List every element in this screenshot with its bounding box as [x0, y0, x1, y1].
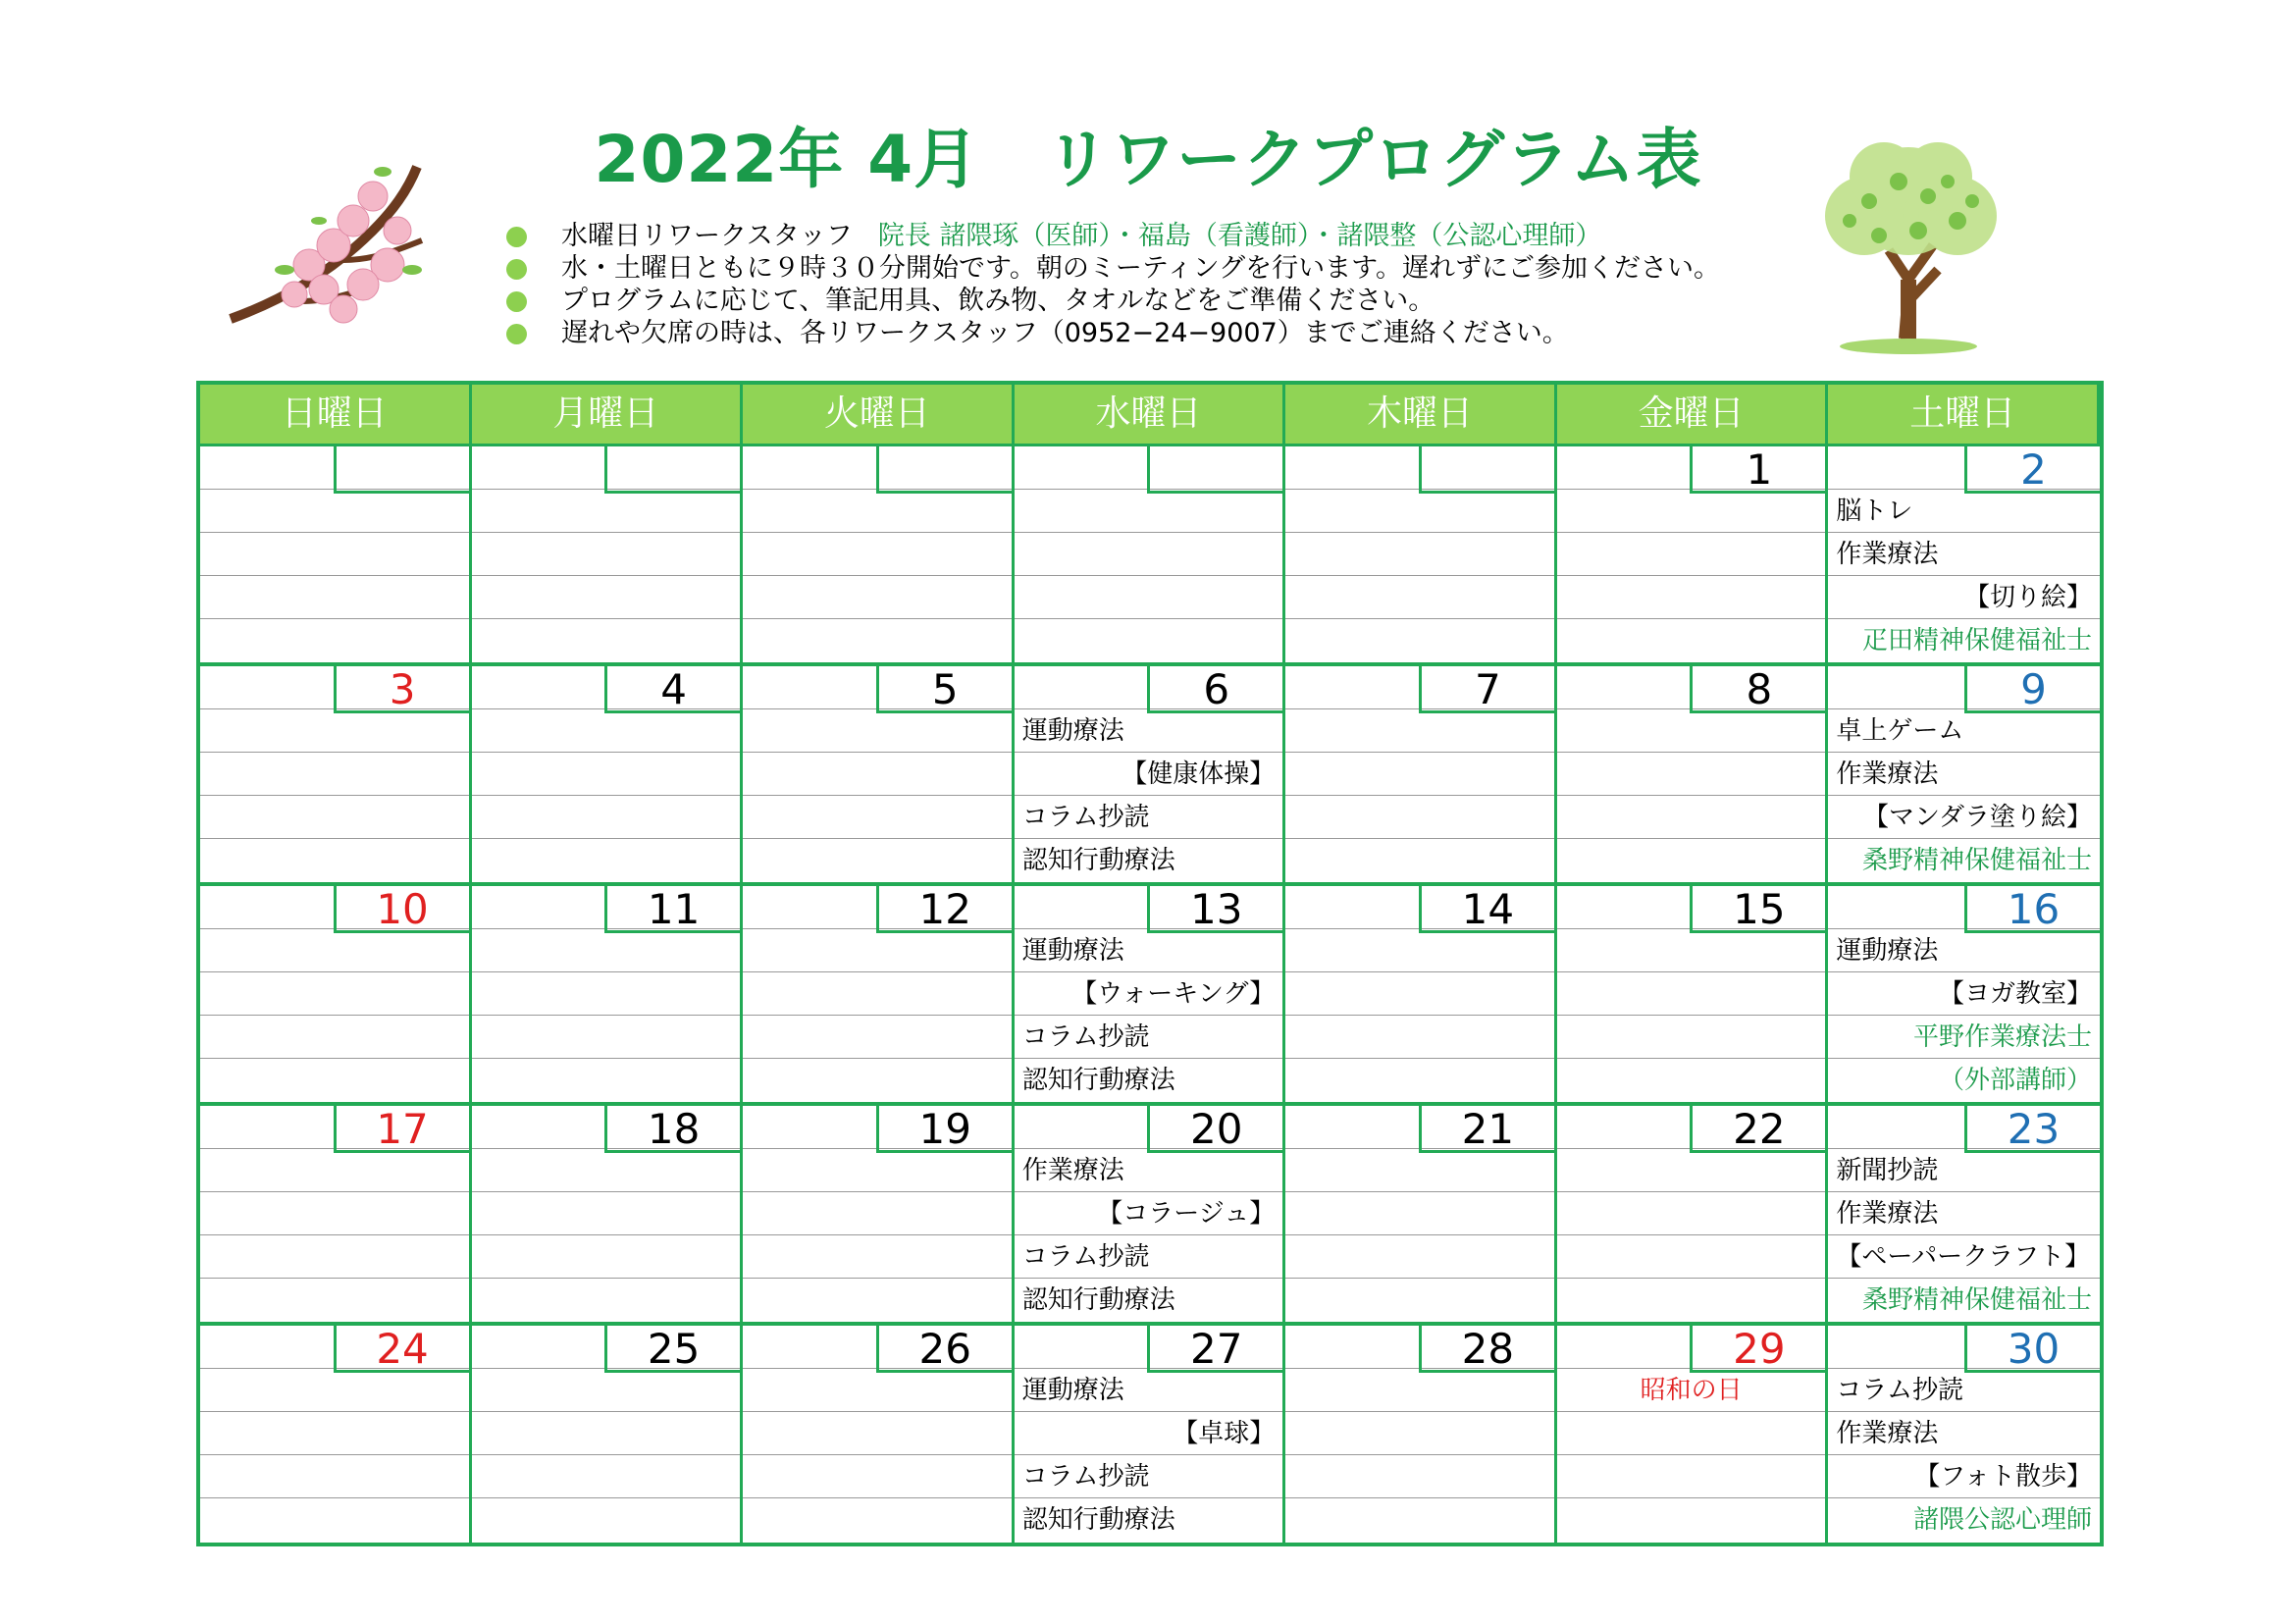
schedule-line — [1015, 619, 1283, 662]
schedule-line — [1285, 972, 1554, 1016]
schedule-line — [1285, 796, 1554, 839]
date-number: 5 — [876, 666, 1012, 713]
schedule-line — [743, 1149, 1012, 1192]
schedule-line: 【ウォーキング】 — [1015, 972, 1283, 1016]
schedule-line: 諸隈公認心理師 — [1912, 1505, 2092, 1535]
schedule-line: 新聞抄読 — [1828, 1149, 2100, 1192]
calendar-day[interactable] — [743, 1326, 1015, 1545]
calendar-day[interactable] — [1828, 1106, 2100, 1326]
schedule-line — [200, 972, 469, 1016]
calendar-day[interactable] — [1828, 446, 2100, 666]
schedule-line — [200, 753, 469, 796]
date-number: 13 — [1147, 886, 1282, 933]
schedule-line — [1557, 576, 1826, 619]
schedule-line — [472, 1149, 741, 1192]
note-item — [506, 319, 1811, 348]
schedule-line — [743, 796, 1012, 839]
schedule-line — [743, 972, 1012, 1016]
schedule-line — [1557, 1059, 1826, 1102]
schedule-line — [1285, 753, 1554, 796]
schedule-line — [743, 709, 1012, 753]
schedule-line — [1557, 1412, 1826, 1455]
date-number: 23 — [1964, 1106, 2100, 1153]
schedule-line: 卓上ゲーム — [1828, 709, 2100, 753]
schedule-line: 平野作業療法士 — [1828, 1016, 2100, 1059]
weekday-header: 木曜日 — [1285, 385, 1557, 444]
calendar-day[interactable] — [1557, 1326, 1829, 1545]
schedule-line: 【切り絵】 — [1828, 576, 2100, 619]
schedule-line — [1557, 1498, 1826, 1542]
schedule-line — [743, 1412, 1012, 1455]
schedule-line: コラム抄読 — [1015, 1455, 1283, 1498]
schedule-line: 脳トレ — [1828, 490, 2100, 533]
schedule-line — [1285, 533, 1554, 576]
calendar-day[interactable] — [472, 1326, 744, 1545]
notes-list — [506, 222, 1811, 351]
weekday-header: 火曜日 — [743, 385, 1015, 444]
schedule-line: コラム抄読 — [1828, 1369, 2100, 1412]
schedule-line — [472, 709, 741, 753]
schedule-line — [200, 709, 469, 753]
schedule-line — [1285, 929, 1554, 972]
weekday-header: 日曜日 — [200, 385, 472, 444]
schedule-line — [472, 1192, 741, 1235]
schedule-line — [472, 1498, 741, 1542]
schedule-line: コラム抄読 — [1015, 1016, 1283, 1059]
weekday-header: 金曜日 — [1557, 385, 1829, 444]
schedule-line — [1557, 929, 1826, 972]
schedule-line: 作業療法 — [1828, 1192, 2100, 1235]
weekday-header: 月曜日 — [472, 385, 744, 444]
date-number — [1419, 446, 1554, 494]
date-number: 7 — [1419, 666, 1554, 713]
date-number: 12 — [876, 886, 1012, 933]
date-number: 25 — [604, 1326, 740, 1373]
schedule-line: 【フォト散歩】 — [1828, 1455, 2100, 1498]
schedule-line — [200, 533, 469, 576]
calendar-day[interactable] — [1015, 1106, 1286, 1326]
schedule-line: 作業療法 — [1828, 533, 2100, 576]
schedule-line — [743, 1279, 1012, 1322]
schedule-line — [1285, 1412, 1554, 1455]
date-number — [1147, 446, 1282, 494]
calendar-day[interactable] — [1557, 886, 1829, 1106]
schedule-line — [1285, 619, 1554, 662]
schedule-line — [1557, 533, 1826, 576]
calendar-day[interactable] — [472, 666, 744, 886]
schedule-line — [1285, 576, 1554, 619]
schedule-line: 認知行動療法 — [1021, 1066, 1175, 1095]
calendar-day[interactable] — [743, 886, 1015, 1106]
calendar-day[interactable] — [200, 1326, 472, 1545]
calendar-day[interactable] — [472, 886, 744, 1106]
schedule-line — [472, 972, 741, 1016]
date-number — [334, 446, 469, 494]
schedule-line — [472, 1412, 741, 1455]
date-number: 22 — [1690, 1106, 1825, 1153]
schedule-line: 作業療法 — [1828, 1412, 2100, 1455]
schedule-line: 認知行動療法 — [1021, 846, 1175, 875]
date-number: 19 — [876, 1106, 1012, 1153]
weekday-header: 土曜日 — [1828, 385, 2100, 444]
schedule-line: コラム抄読 — [1015, 1235, 1283, 1279]
schedule-line — [743, 490, 1012, 533]
calendar-day[interactable] — [1557, 446, 1829, 666]
schedule-line: （外部講師） — [1938, 1066, 2092, 1095]
note-text: プログラムに応じて、筆記用具、飲み物、タオルなどをご準備ください。 — [561, 286, 1435, 316]
note-item — [506, 222, 1811, 251]
calendar-day[interactable] — [1828, 1326, 2100, 1545]
schedule-line: 運動療法 — [1015, 709, 1283, 753]
calendar-day[interactable] — [1285, 1326, 1557, 1545]
schedule-line: 【健康体操】 — [1015, 753, 1283, 796]
schedule-line — [1557, 1016, 1826, 1059]
note-text: 水・土曜日ともに９時３０分開始です。朝のミーティングを行います。遅れずにご参加ください。 — [561, 253, 1720, 284]
date-number: 10 — [334, 886, 469, 933]
schedule-line — [472, 1235, 741, 1279]
schedule-line — [1285, 490, 1554, 533]
schedule-line — [743, 1016, 1012, 1059]
schedule-line — [1015, 533, 1283, 576]
calendar-day[interactable] — [1285, 666, 1557, 886]
calendar-day[interactable] — [1285, 446, 1557, 666]
schedule-line — [472, 1279, 741, 1322]
schedule-line — [200, 1149, 469, 1192]
schedule-line: 桑野精神保健福祉士 — [1861, 846, 2092, 875]
date-number: 8 — [1690, 666, 1825, 713]
schedule-line — [1557, 490, 1826, 533]
date-number: 14 — [1419, 886, 1554, 933]
schedule-line — [743, 576, 1012, 619]
date-number: 2 — [1964, 446, 2100, 494]
schedule-line — [1557, 1149, 1826, 1192]
date-number: 4 — [604, 666, 740, 713]
schedule-line: 昭和の日 — [1557, 1369, 1826, 1412]
schedule-line — [472, 839, 741, 882]
schedule-line — [200, 1059, 469, 1102]
schedule-line — [1285, 1192, 1554, 1235]
date-number: 28 — [1419, 1326, 1554, 1373]
schedule-line — [743, 1192, 1012, 1235]
bullet-icon — [506, 227, 527, 247]
schedule-line — [1285, 1455, 1554, 1498]
schedule-line — [743, 753, 1012, 796]
calendar-day[interactable] — [743, 1106, 1015, 1326]
schedule-line — [200, 1412, 469, 1455]
schedule-line — [1557, 839, 1826, 882]
schedule-line: 【ペーパークラフト】 — [1828, 1235, 2100, 1279]
schedule-line: 認知行動療法 — [1021, 1505, 1175, 1535]
weekday-header: 水曜日 — [1015, 385, 1286, 444]
calendar-day[interactable] — [200, 446, 472, 666]
date-number: 15 — [1690, 886, 1825, 933]
schedule-line — [200, 796, 469, 839]
schedule-line — [1285, 1498, 1554, 1542]
calendar-day[interactable] — [1828, 886, 2100, 1106]
schedule-line: 運動療法 — [1015, 929, 1283, 972]
schedule-line — [200, 490, 469, 533]
calendar-day[interactable] — [1557, 666, 1829, 886]
bullet-icon — [506, 324, 527, 344]
schedule-line: 【ヨガ教室】 — [1828, 972, 2100, 1016]
date-number: 11 — [604, 886, 740, 933]
schedule-line — [472, 1455, 741, 1498]
schedule-line — [743, 929, 1012, 972]
date-number: 6 — [1147, 666, 1282, 713]
calendar-day[interactable] — [1557, 1106, 1829, 1326]
schedule-line — [472, 753, 741, 796]
calendar-day[interactable] — [1285, 886, 1557, 1106]
date-number — [604, 446, 740, 494]
schedule-line — [200, 1016, 469, 1059]
date-number: 26 — [876, 1326, 1012, 1373]
date-number: 29 — [1690, 1326, 1825, 1373]
schedule-line — [743, 1235, 1012, 1279]
tree-icon — [1810, 142, 2011, 358]
schedule-line: 【卓球】 — [1015, 1412, 1283, 1455]
calendar-day[interactable] — [743, 446, 1015, 666]
schedule-line — [472, 533, 741, 576]
date-number: 24 — [334, 1326, 469, 1373]
calendar-day[interactable] — [1015, 446, 1286, 666]
schedule-line — [743, 1369, 1012, 1412]
schedule-line — [200, 1235, 469, 1279]
date-number: 30 — [1964, 1326, 2100, 1373]
schedule-line — [1557, 972, 1826, 1016]
calendar-day[interactable] — [743, 666, 1015, 886]
schedule-line — [200, 1369, 469, 1412]
schedule-line — [743, 533, 1012, 576]
schedule-line — [200, 1279, 469, 1322]
schedule-line — [200, 619, 469, 662]
calendar-day[interactable] — [472, 1106, 744, 1326]
date-number: 17 — [334, 1106, 469, 1153]
schedule-line — [200, 1455, 469, 1498]
schedule-line — [1285, 1279, 1554, 1322]
bullet-icon — [506, 291, 527, 312]
schedule-line — [1285, 1369, 1554, 1412]
bullet-icon — [506, 259, 527, 280]
schedule-line — [743, 619, 1012, 662]
schedule-line — [743, 1455, 1012, 1498]
schedule-line: 【マンダラ塗り絵】 — [1828, 796, 2100, 839]
schedule-line: 運動療法 — [1828, 929, 2100, 972]
schedule-line — [1557, 1455, 1826, 1498]
calendar-day[interactable] — [200, 1106, 472, 1326]
note-text: 水曜日リワークスタッフ — [561, 221, 853, 251]
schedule-line — [1285, 1149, 1554, 1192]
schedule-line — [1015, 576, 1283, 619]
schedule-line: 桑野精神保健福祉士 — [1861, 1285, 2092, 1315]
calendar-day[interactable] — [200, 666, 472, 886]
date-number: 18 — [604, 1106, 740, 1153]
cherry-blossom-icon — [226, 152, 442, 348]
calendar-day[interactable] — [200, 886, 472, 1106]
schedule-line — [1557, 619, 1826, 662]
schedule-line — [1285, 1059, 1554, 1102]
date-number: 20 — [1147, 1106, 1282, 1153]
page-title: 2022年 4月 リワークプログラム表 — [594, 122, 1702, 197]
schedule-line — [200, 839, 469, 882]
schedule-line — [1557, 1279, 1826, 1322]
note-item — [506, 287, 1811, 316]
schedule-line — [200, 1192, 469, 1235]
date-number: 21 — [1419, 1106, 1554, 1153]
schedule-line — [743, 1059, 1012, 1102]
calendar-day[interactable] — [1015, 1326, 1286, 1545]
date-number: 3 — [334, 666, 469, 713]
schedule-line: 作業療法 — [1015, 1149, 1283, 1192]
note-item — [506, 254, 1811, 284]
schedule-line — [1285, 839, 1554, 882]
schedule-line: 作業療法 — [1828, 753, 2100, 796]
date-number: 1 — [1690, 446, 1825, 494]
schedule-line — [1557, 1235, 1826, 1279]
schedule-line — [472, 1059, 741, 1102]
schedule-line — [743, 1498, 1012, 1542]
schedule-line — [200, 576, 469, 619]
schedule-line — [472, 490, 741, 533]
schedule-line — [1557, 1192, 1826, 1235]
schedule-line — [1015, 490, 1283, 533]
schedule-line: 認知行動療法 — [1021, 1285, 1175, 1315]
date-number: 9 — [1964, 666, 2100, 713]
schedule-line — [1557, 753, 1826, 796]
schedule-line: 運動療法 — [1015, 1369, 1283, 1412]
schedule-line: 【コラージュ】 — [1015, 1192, 1283, 1235]
schedule-line — [200, 929, 469, 972]
schedule-line: コラム抄読 — [1015, 796, 1283, 839]
schedule-line: 疋田精神保健福祉士 — [1861, 626, 2092, 655]
schedule-line — [472, 1016, 741, 1059]
schedule-line — [472, 576, 741, 619]
schedule-line — [1285, 1016, 1554, 1059]
schedule-line — [1285, 709, 1554, 753]
calendar-day[interactable] — [1015, 886, 1286, 1106]
date-number: 16 — [1964, 886, 2100, 933]
calendar-grid — [196, 381, 2104, 1546]
schedule-line — [472, 1369, 741, 1412]
schedule-line — [472, 929, 741, 972]
schedule-line — [1285, 1235, 1554, 1279]
calendar-day[interactable] — [1015, 666, 1286, 886]
schedule-line — [1557, 709, 1826, 753]
schedule-line — [743, 839, 1012, 882]
calendar-day[interactable] — [1828, 666, 2100, 886]
schedule-line — [1557, 796, 1826, 839]
calendar-day[interactable] — [1285, 1106, 1557, 1326]
date-number — [876, 446, 1012, 494]
note-staff: 院長 諸隈琢（医師）・福島（看護師）・諸隈整（公認心理師） — [877, 221, 1602, 251]
date-number: 27 — [1147, 1326, 1282, 1373]
calendar-day[interactable] — [472, 446, 744, 666]
schedule-line — [472, 619, 741, 662]
note-text: 遅れや欠席の時は、各リワークスタッフ（0952−24−9007）までご連絡ください。 — [561, 318, 1569, 348]
schedule-line — [200, 1498, 469, 1542]
schedule-line — [472, 796, 741, 839]
